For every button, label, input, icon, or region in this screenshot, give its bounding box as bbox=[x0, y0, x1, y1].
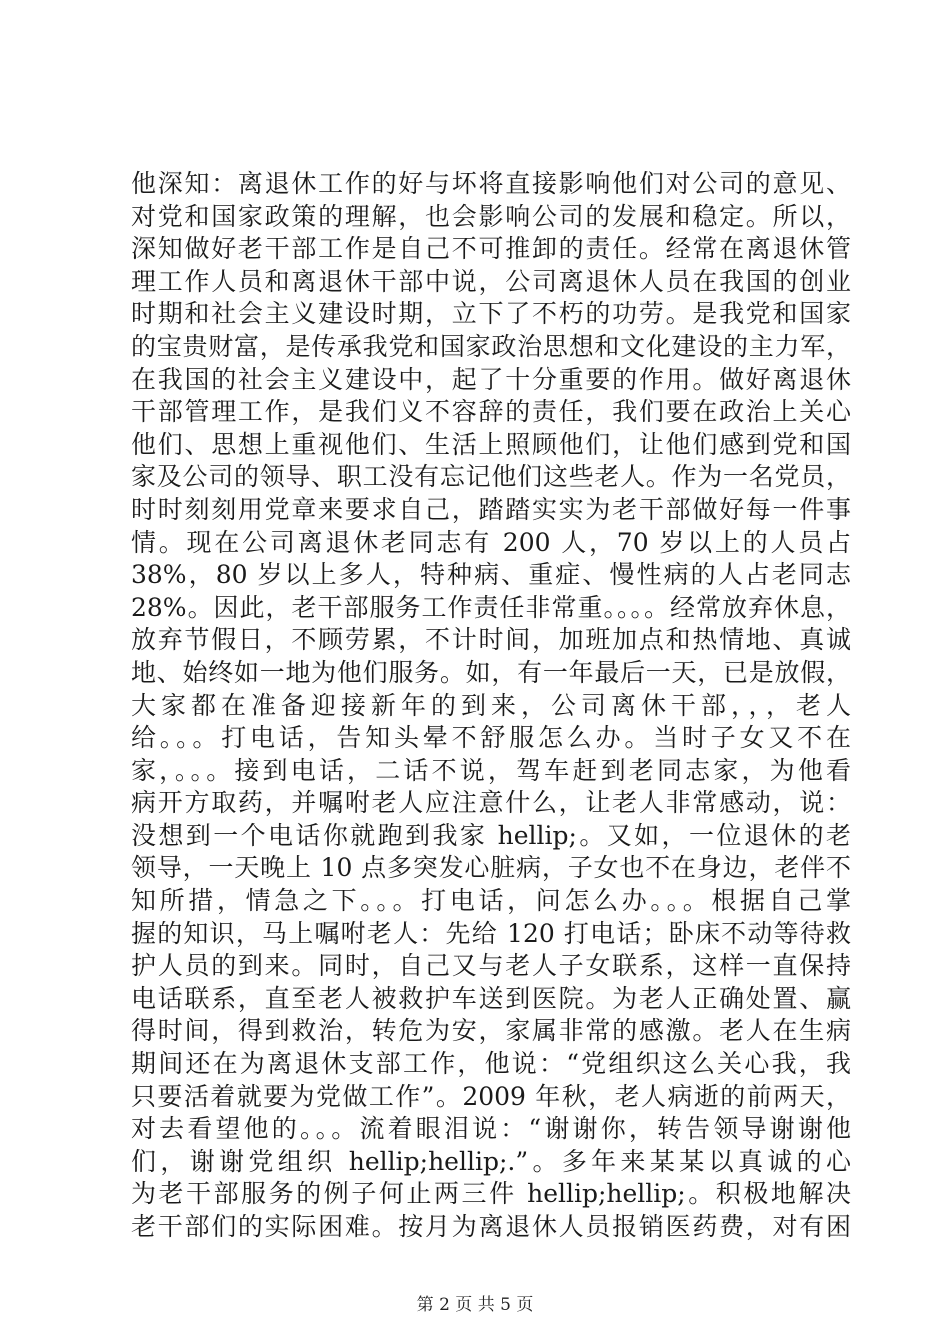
text-line: 地、始终如一地为他们服务。如，有一年最后一天，已是放假， bbox=[131, 657, 851, 687]
text-line: 情。现在公司离退休老同志有 200 人，70 岁以上的人员占 bbox=[131, 527, 851, 557]
text-line: 只要活着就要为党做工作”。2009 年秋，老人病逝的前两天， bbox=[131, 1081, 851, 1111]
text-line: 理工作人员和离退休干部中说，公司离退休人员在我国的创业 bbox=[131, 266, 851, 296]
text-line: 干部管理工作，是我们义不容辞的责任，我们要在政治上关心 bbox=[131, 397, 851, 427]
text-line: 深知做好老干部工作是自己不可推卸的责任。经常在离退休管 bbox=[131, 234, 851, 264]
text-line: 的宝贵财富，是传承我党和国家政治思想和文化建设的主力军， bbox=[131, 331, 851, 361]
text-line: 病开方取药，并嘱咐老人应注意什么，让老人非常感动，说： bbox=[131, 788, 851, 818]
text-line: 他们、思想上重视他们、生活上照顾他们，让他们感到党和国 bbox=[131, 429, 851, 459]
text-line: 放弃节假日，不顾劳累，不计时间，加班加点和热情地、真诚 bbox=[131, 625, 851, 655]
text-line: 时时刻刻用党章来要求自己，踏踏实实为老干部做好每一件事 bbox=[131, 494, 851, 524]
text-line: 38%，80 岁以上多人，特种病、重症、慢性病的人占老同志 bbox=[131, 560, 851, 590]
text-line: 们，谢谢党组织 hellip;hellip;.”。多年来某某以真诚的心 bbox=[131, 1146, 851, 1176]
text-line: 对党和国家政策的理解，也会影响公司的发展和稳定。所以， bbox=[131, 201, 851, 231]
text-line: 电话联系，直至老人被救护车送到医院。为老人正确处置、赢 bbox=[131, 983, 851, 1013]
text-line: 没想到一个电话你就跑到我家 hellip;。又如，一位退休的老 bbox=[131, 820, 851, 850]
page-footer: 第 2 页 共 5 页 bbox=[416, 1295, 534, 1315]
text-line: 28%。因此，老干部服务工作责任非常重。。。。经常放弃休息， bbox=[131, 592, 851, 622]
text-line: 时期和社会主义建设时期，立下了不朽的功劳。是我党和国家 bbox=[131, 299, 851, 329]
text-line: 领导，一天晚上 10 点多突发心脏病，子女也不在身边，老伴不 bbox=[131, 853, 851, 883]
text-line: 护人员的到来。同时，自己又与老人子女联系，这样一直保持 bbox=[131, 951, 851, 981]
text-line: 大家都在准备迎接新年的到来，公司离休干部，，，老人 bbox=[131, 690, 851, 720]
text-line: 对去看望他的。。。流着眼泪说：“谢谢你，转告领导谢谢他 bbox=[131, 1114, 851, 1144]
text-line: 握的知识，马上嘱咐老人：先给 120 打电话；卧床不动等待救 bbox=[131, 918, 851, 948]
text-line: 期间还在为离退休支部工作，他说：“党组织这么关心我，我 bbox=[131, 1049, 851, 1079]
text-line: 在我国的社会主义建设中，起了十分重要的作用。做好离退休 bbox=[131, 364, 851, 394]
text-line: 知所措，情急之下。。。打电话，问怎么办。。。根据自己掌 bbox=[131, 886, 851, 916]
text-line: 家及公司的领导、职工没有忘记他们这些老人。作为一名党员， bbox=[131, 462, 851, 492]
text-line: 给。。。打电话，告知头晕不舒服怎么办。当时子女又不在 bbox=[131, 723, 851, 753]
text-line: 得时间，得到救治，转危为安，家属非常的感激。老人在生病 bbox=[131, 1016, 851, 1046]
text-line: 老干部们的实际困难。按月为离退休人员报销医药费，对有困 bbox=[131, 1212, 851, 1241]
text-line: 他深知：离退休工作的好与坏将直接影响他们对公司的意见、 bbox=[131, 169, 851, 198]
text-line: 家，。。。接到电话，二话不说，驾车赶到老同志家，为他看 bbox=[131, 755, 851, 785]
text-line: 为老干部服务的例子何止两三件 hellip;hellip;。积极地解决 bbox=[131, 1179, 851, 1209]
body-text bbox=[131, 168, 851, 1244]
